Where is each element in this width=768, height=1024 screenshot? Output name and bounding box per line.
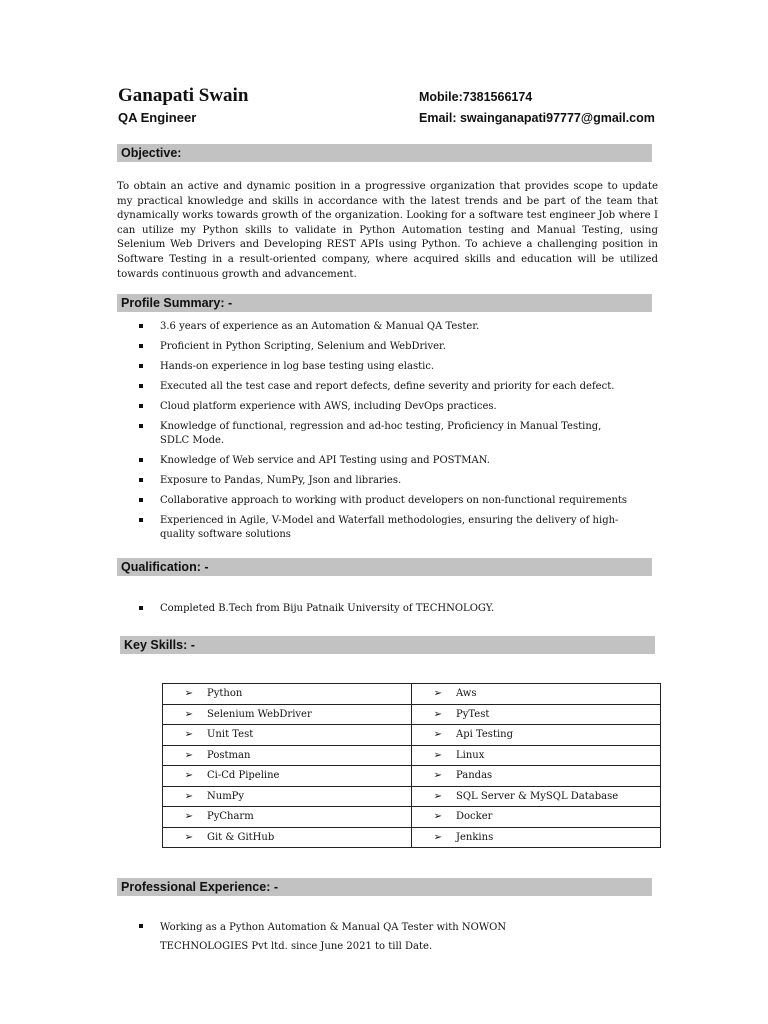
- arrowhead-bullet-icon: ➢: [184, 790, 193, 802]
- table-row: [163, 827, 661, 848]
- table-row: [163, 704, 661, 725]
- section-title: Qualification: -: [121, 560, 209, 574]
- square-bullet-icon: [139, 478, 143, 482]
- list-item: Experienced in Agile, V-Model and Waterfall methodologies, ensuring the delivery of high-quality software solutions: [0, 514, 630, 542]
- table-row: [163, 807, 661, 828]
- square-bullet-icon: [139, 384, 143, 388]
- arrowhead-bullet-icon: ➢: [433, 749, 442, 761]
- skill-cell: ➢ Python: [163, 684, 412, 705]
- list-item: Exposure to Pandas, NumPy, Json and libraries.: [0, 474, 630, 488]
- experience-line: Working as a Python Automation & Manual QA Tester with NOWON: [160, 922, 507, 933]
- list-item: Completed B.Tech from Biju Patnaik University of TECHNOLOGY.: [0, 602, 630, 616]
- skill-cell: ➢ Aws: [412, 684, 661, 705]
- arrowhead-bullet-icon: ➢: [433, 790, 442, 802]
- section-header-qualification: [117, 558, 652, 576]
- skill-cell: ➢ Linux: [412, 745, 661, 766]
- skill-cell: ➢ Unit Test: [163, 725, 412, 746]
- square-bullet-icon: [139, 458, 143, 462]
- list-item: Executed all the test case and report defects, define severity and priority for each defect.: [0, 380, 630, 394]
- skill-cell: ➢ SQL Server & MySQL Database: [412, 786, 661, 807]
- skill-cell: ➢ Postman: [163, 745, 412, 766]
- square-bullet-icon: [139, 498, 143, 502]
- list-item: Knowledge of functional, regression and ad-hoc testing, Proficiency in Manual Testing, SDLC Mode.: [0, 420, 630, 448]
- arrowhead-bullet-icon: ➢: [184, 729, 193, 741]
- square-bullet-icon: [139, 324, 143, 328]
- square-bullet-icon: [139, 924, 143, 928]
- arrowhead-bullet-icon: ➢: [433, 729, 442, 741]
- objective-text: To obtain an active and dynamic position in a progressive organization that provides scope to update my practical knowledge and skills in accordance with the latest trends and be part of the team that dynamically works towards growth of the organization. Looking for a software test engineer Job where I can utilize my Python skills to validate in Python Automation testing and Manual Testing, using Selenium Web Drivers and Developing REST APIs using Python. To achieve a challenging position in Software Testing in a result-oriented company, where acquired skills and education will be utilized towards continuous growth and advancement.: [117, 181, 658, 280]
- list-item: Collaborative approach to working with product developers on non-functional requirements: [0, 494, 630, 508]
- square-bullet-icon: [139, 364, 143, 368]
- square-bullet-icon: [139, 424, 143, 428]
- skill-cell: ➢ Pandas: [412, 766, 661, 787]
- square-bullet-icon: [139, 606, 143, 610]
- table-row: [163, 684, 661, 705]
- candidate-role: QA Engineer: [118, 110, 197, 125]
- skill-cell: ➢ Git & GitHub: [163, 827, 412, 848]
- section-header-professional-experience: [117, 878, 652, 896]
- skill-cell: ➢ Docker: [412, 807, 661, 828]
- arrowhead-bullet-icon: ➢: [433, 708, 442, 720]
- arrowhead-bullet-icon: ➢: [433, 811, 442, 823]
- candidate-name: Ganapati Swain: [118, 85, 249, 106]
- arrowhead-bullet-icon: ➢: [184, 770, 193, 782]
- section-title: Objective:: [121, 146, 182, 160]
- arrowhead-bullet-icon: ➢: [433, 688, 442, 700]
- arrowhead-bullet-icon: ➢: [184, 708, 193, 720]
- skill-cell: ➢ PyCharm: [163, 807, 412, 828]
- square-bullet-icon: [139, 404, 143, 408]
- key-skills-table: [162, 683, 661, 848]
- section-header-key-skills: [120, 636, 655, 654]
- arrowhead-bullet-icon: ➢: [184, 688, 193, 700]
- table-row: [163, 786, 661, 807]
- arrowhead-bullet-icon: ➢: [184, 749, 193, 761]
- section-header-objective: [117, 144, 652, 162]
- section-title: Profile Summary: -: [121, 296, 233, 310]
- table-row: [163, 725, 661, 746]
- experience-line: TECHNOLOGIES Pvt ltd. since June 2021 to till Date.: [160, 941, 433, 952]
- arrowhead-bullet-icon: ➢: [433, 831, 442, 843]
- square-bullet-icon: [139, 344, 143, 348]
- skill-cell: ➢ Selenium WebDriver: [163, 704, 412, 725]
- section-title: Key Skills: -: [124, 638, 195, 652]
- list-item: Hands-on experience in log base testing using elastic.: [0, 360, 630, 374]
- list-item: 3.6 years of experience as an Automation & Manual QA Tester.: [0, 320, 630, 334]
- skill-cell: ➢ NumPy: [163, 786, 412, 807]
- skill-cell: ➢ Jenkins: [412, 827, 661, 848]
- square-bullet-icon: [139, 518, 143, 522]
- skill-cell: ➢ Ci-Cd Pipeline: [163, 766, 412, 787]
- table-row: [163, 745, 661, 766]
- profile-summary-list: [0, 320, 630, 542]
- section-title: Professional Experience: -: [121, 880, 279, 894]
- skill-cell: ➢ Api Testing: [412, 725, 661, 746]
- qualification-list: [0, 602, 630, 616]
- email-address: Email: swainganapati97777@gmail.com: [419, 111, 655, 125]
- list-item: Knowledge of Web service and API Testing using and POSTMAN.: [0, 454, 630, 468]
- section-header-profile-summary: [117, 294, 652, 312]
- arrowhead-bullet-icon: ➢: [184, 811, 193, 823]
- arrowhead-bullet-icon: ➢: [184, 831, 193, 843]
- table-row: [163, 766, 661, 787]
- mobile-number: Mobile:7381566174: [419, 90, 533, 104]
- arrowhead-bullet-icon: ➢: [433, 770, 442, 782]
- list-item: Cloud platform experience with AWS, including DevOps practices.: [0, 400, 630, 414]
- experience-item: [160, 918, 580, 956]
- list-item: Proficient in Python Scripting, Selenium and WebDriver.: [0, 340, 630, 354]
- skill-cell: ➢ PyTest: [412, 704, 661, 725]
